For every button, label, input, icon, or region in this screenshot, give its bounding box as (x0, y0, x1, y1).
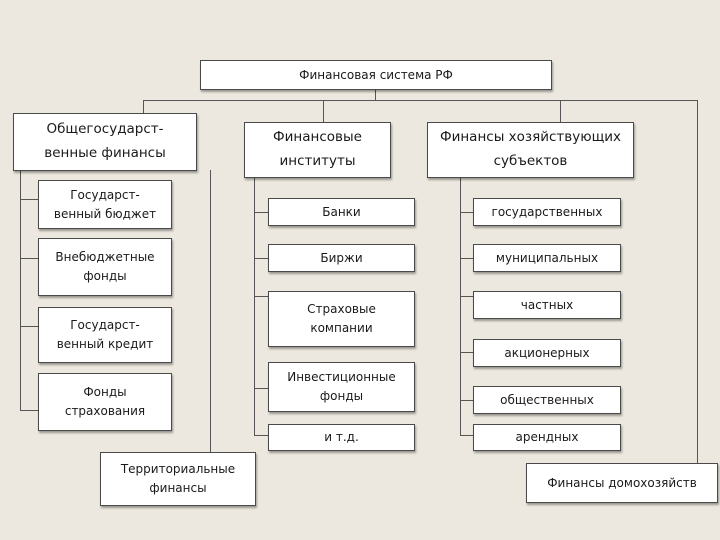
exchanges-box: Биржи (268, 244, 415, 272)
business-finance-header: Финансы хозяйствующих субъектов (427, 122, 634, 178)
connector-col2-branch (254, 296, 268, 297)
investment-funds-box: Инвестиционные фонды (268, 362, 415, 412)
insurance-funds-box: Фонды страхования (38, 373, 172, 431)
connector-col2-branch (254, 258, 268, 259)
connector-col3-branch (460, 352, 474, 353)
banks-box: Банки (268, 198, 415, 226)
joint-stock-box: акционерных (473, 339, 621, 367)
connector-col1-branch (20, 410, 39, 411)
connector-col2-branch (254, 388, 268, 389)
connector-col3-up (560, 100, 561, 123)
state-budget-box: Государст- венный бюджет (38, 180, 172, 229)
insurance-companies-box: Страховые компании (268, 291, 415, 347)
connector-root-down (375, 90, 376, 101)
municipal-enterprises-box: муниципальных (473, 244, 621, 272)
private-enterprises-box: частных (473, 291, 621, 319)
extrabudgetary-funds-box: Внебюджетные фонды (38, 238, 172, 296)
state-credit-box: Государст- венный кредит (38, 307, 172, 363)
public-organizations-box: общественных (473, 386, 621, 414)
connector-col3-branch (460, 400, 474, 401)
leasing-enterprises-box: арендных (473, 424, 621, 451)
connector-col3-trunk (460, 177, 461, 435)
public-finance-header: Общегосударст- венные финансы (13, 113, 197, 171)
connector-territorial-drop (210, 170, 211, 453)
connector-col1-branch (20, 326, 39, 327)
connector-col2-up (323, 100, 324, 123)
connector-top-bus (143, 100, 698, 101)
financial-institutions-header: Финансовые институты (244, 122, 391, 178)
connector-col3-branch (460, 258, 474, 259)
connector-col1-branch (20, 199, 39, 200)
territorial-finance-box: Территориальные финансы (100, 452, 256, 506)
etc-box: и т.д. (268, 424, 415, 451)
connector-col2-branch (254, 435, 268, 436)
connector-households-drop (697, 100, 698, 465)
connector-col2-branch (254, 212, 268, 213)
connector-col3-branch (460, 435, 474, 436)
connector-col2-trunk (254, 177, 255, 435)
connector-col3-branch (460, 296, 474, 297)
connector-col3-branch (460, 212, 474, 213)
root-box: Финансовая система РФ (200, 60, 552, 90)
connector-col1-up (143, 100, 144, 114)
state-enterprises-box: государственных (473, 198, 621, 226)
connector-col1-trunk (20, 170, 21, 410)
connector-col1-branch (20, 258, 39, 259)
household-finance-box: Финансы домохозяйств (526, 463, 718, 503)
